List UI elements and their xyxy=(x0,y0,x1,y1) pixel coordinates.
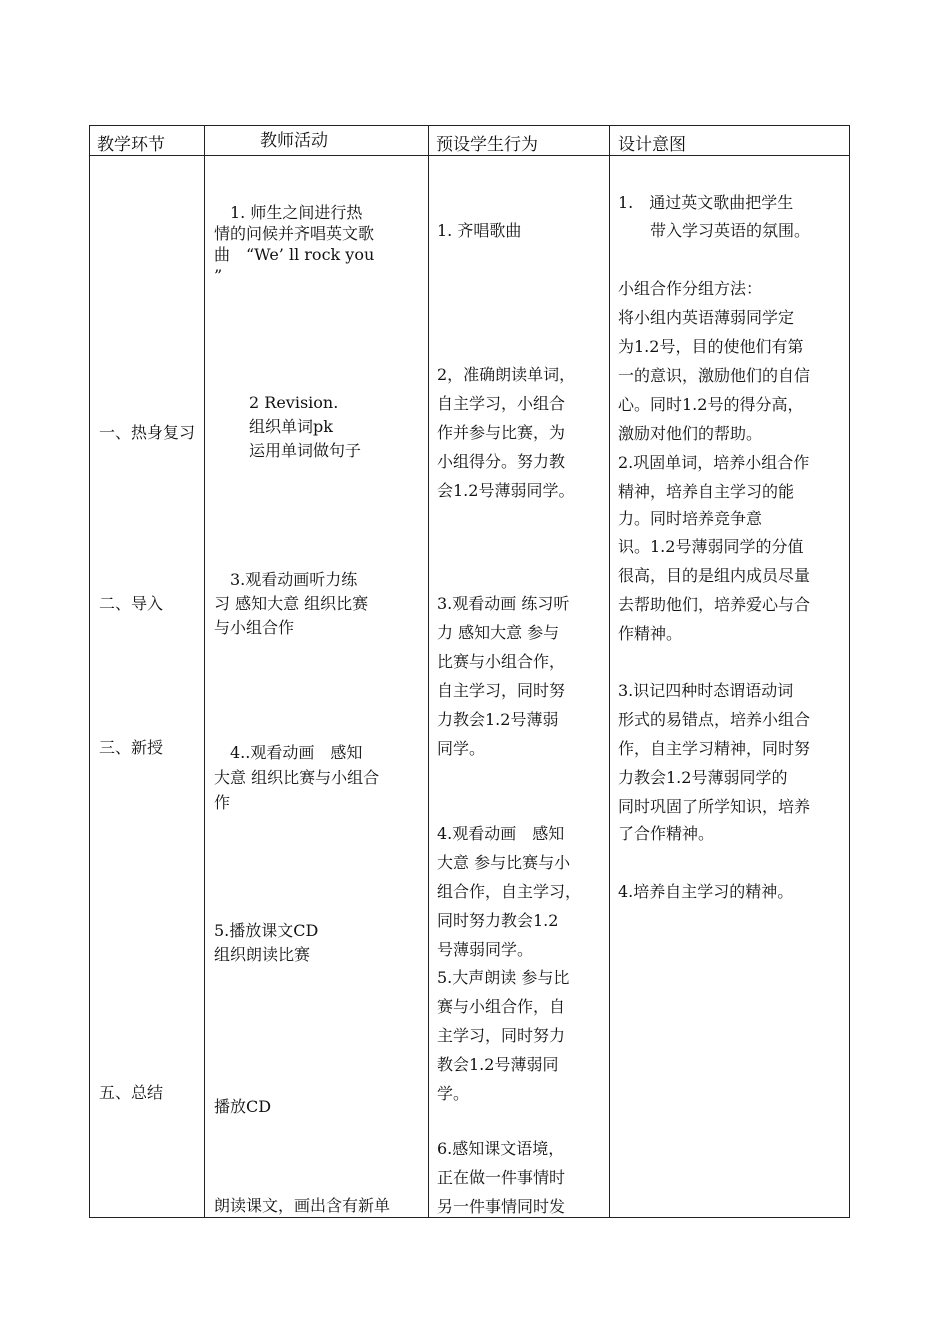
student-behavior-1: 1. 齐唱歌曲 xyxy=(437,221,522,240)
header-teacher: 教师活动 xyxy=(260,131,328,151)
design-intent-5: 4.培养自主学习的精神。 xyxy=(618,882,794,901)
column-divider xyxy=(609,126,610,1217)
header-stage: 教学环节 xyxy=(97,135,165,155)
teacher-activity-6: 播放CD xyxy=(214,1097,272,1116)
column-divider xyxy=(204,126,205,1217)
stage-new: 三、新授 xyxy=(99,738,164,757)
column-divider xyxy=(428,126,429,1217)
teacher-activity-7: 朗读课文，画出含有新单 xyxy=(214,1196,391,1215)
stage-summary: 五、总结 xyxy=(99,1083,164,1102)
stage-intro: 二、导入 xyxy=(99,594,164,613)
stage-warmup-line1: 一、热身复习 xyxy=(99,423,196,442)
header-student: 预设学生行为 xyxy=(436,135,538,155)
header-design: 设计意图 xyxy=(618,135,686,155)
